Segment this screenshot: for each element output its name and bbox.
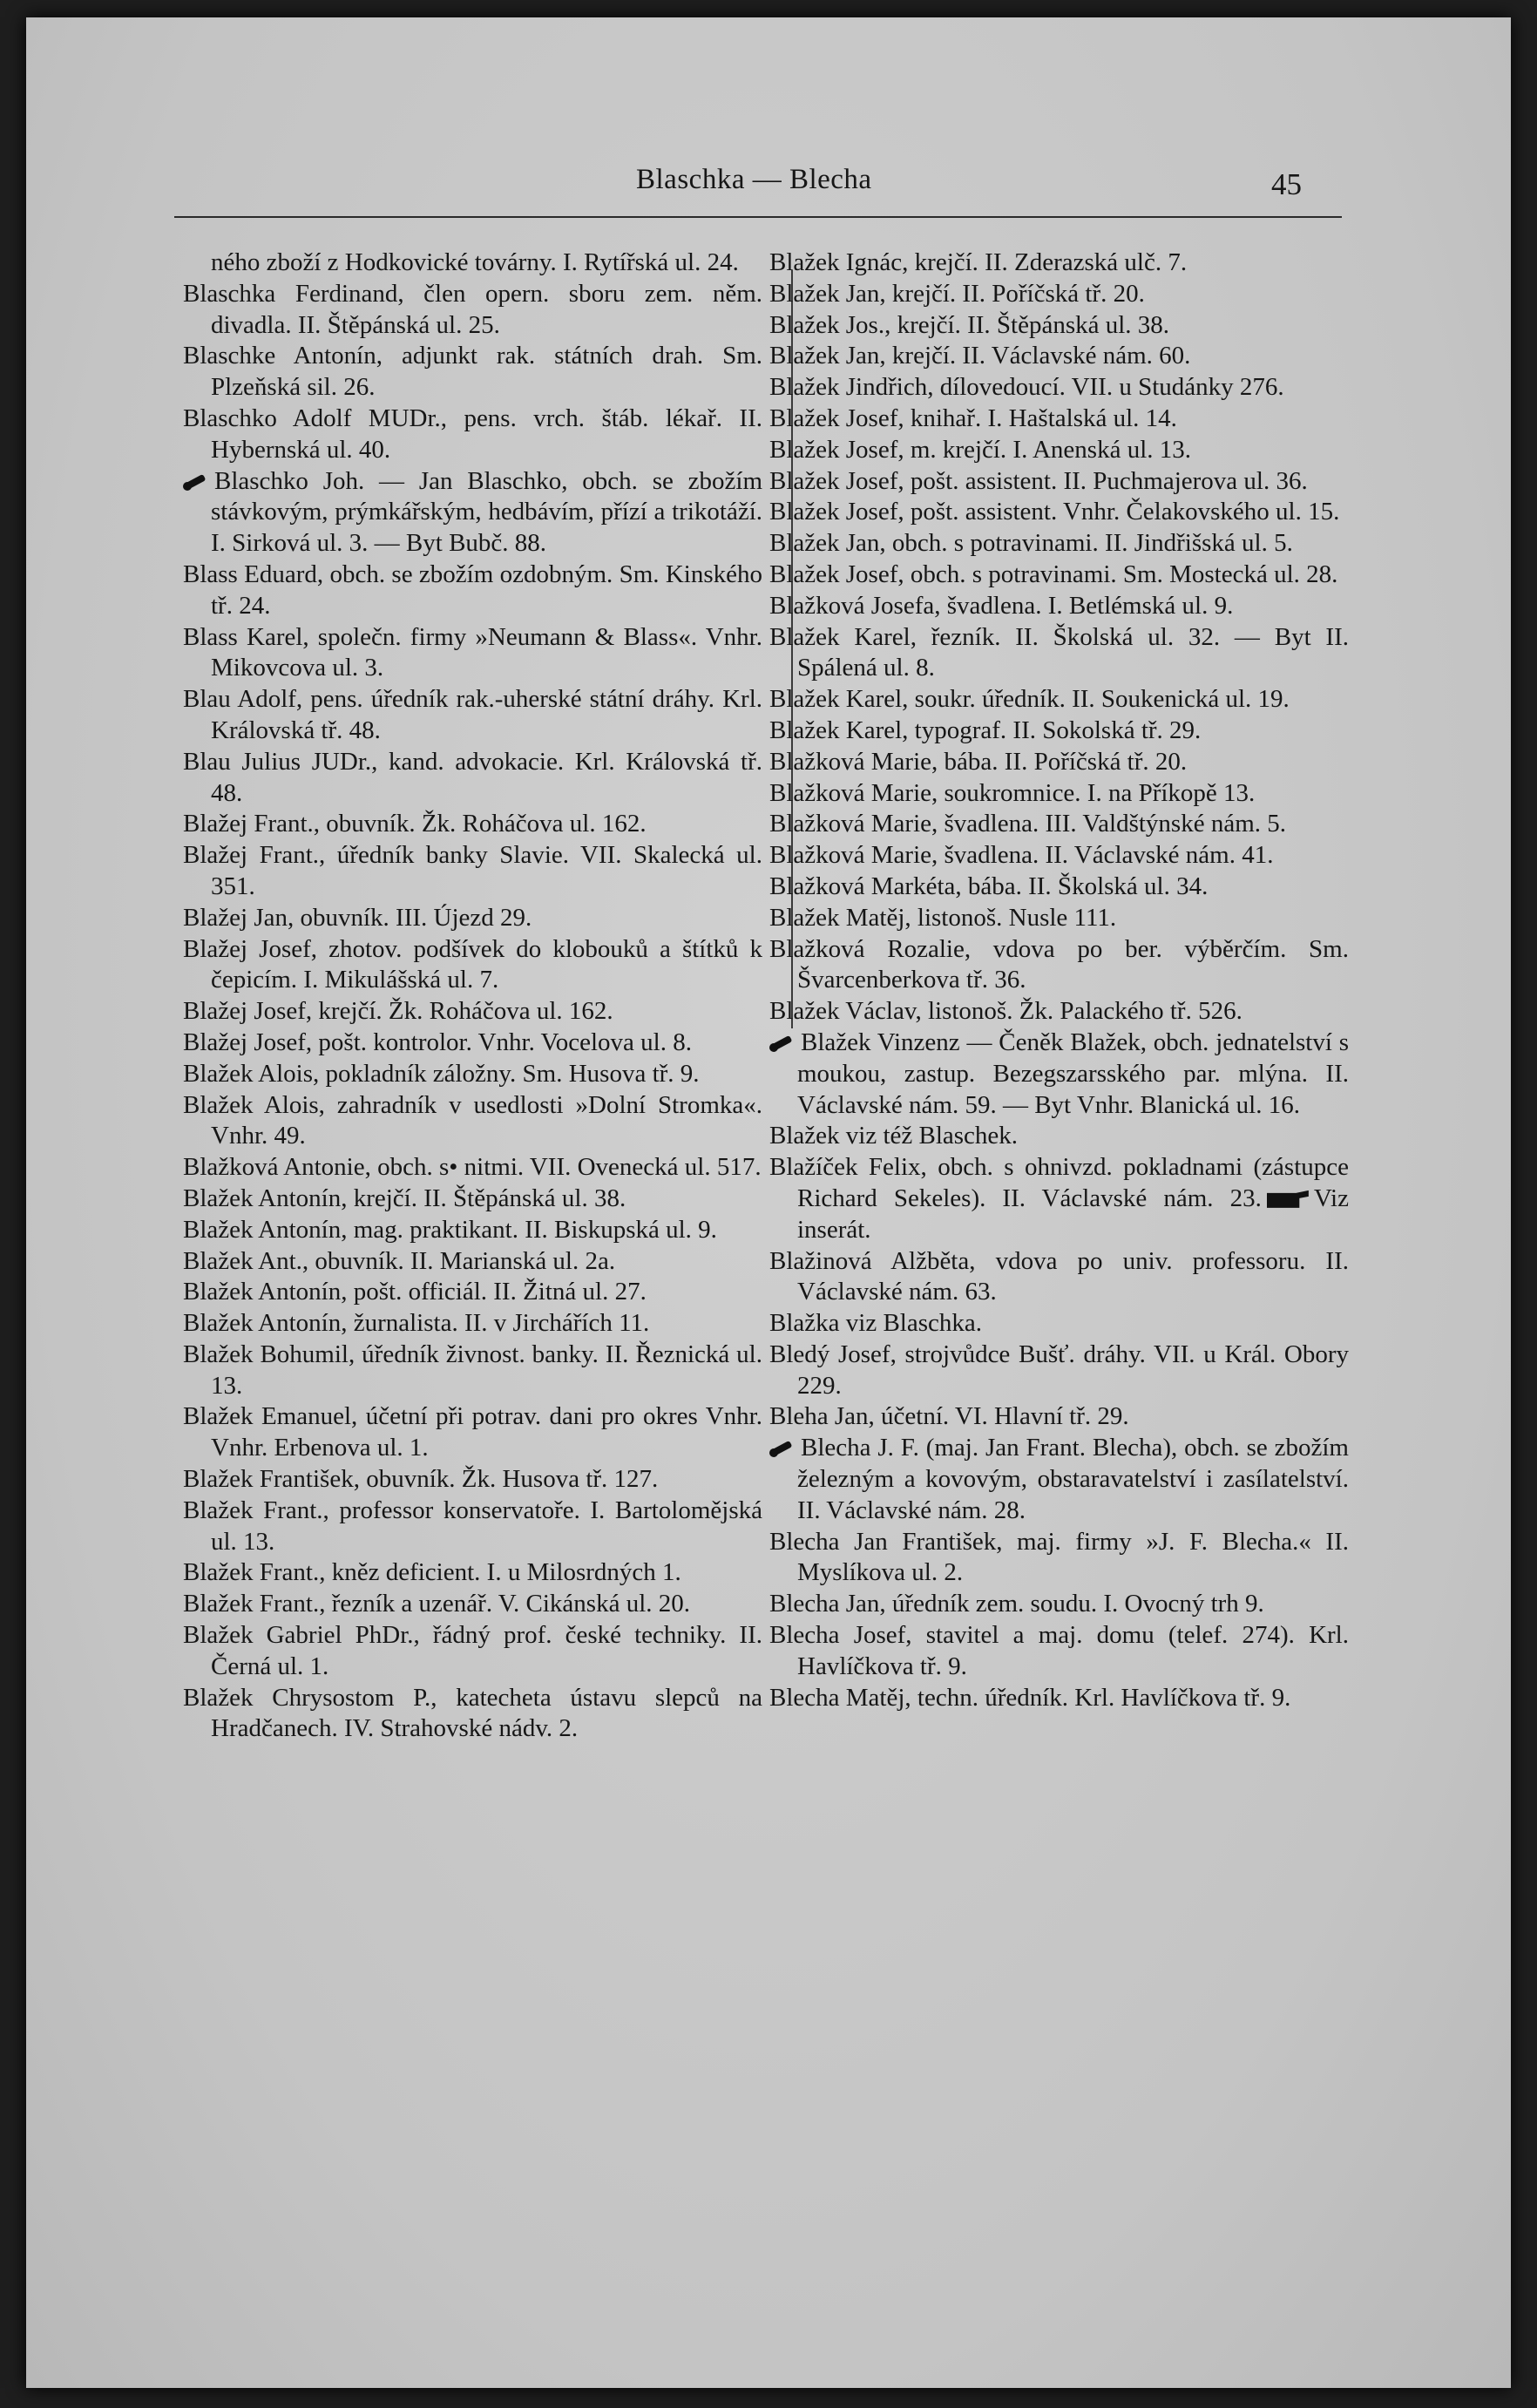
pointing-hand-icon [183, 471, 209, 491]
directory-entry [183, 1401, 762, 1464]
entry-text: Blass Eduard, obch. se zbožím ozdobným. Sm. Kinského tř. 24. [183, 560, 762, 620]
pointing-hand-icon [769, 1438, 796, 1457]
directory-entry [183, 809, 762, 840]
entry-text: Blažek Jos., krejčí. II. Štěpánská ul. 38. [769, 310, 1170, 339]
entry-text: Blass Karel, společn. firmy »Neumann & Blass«. Vnhr. Mikovcova ul. 3. [183, 622, 762, 682]
directory-entry [183, 1184, 762, 1215]
directory-entry [183, 1464, 762, 1496]
entry-text: Blažek Gabriel PhDr., řádný prof. české techniky. II. Černá ul. 1. [183, 1621, 762, 1680]
entry-text: Blažek Bohumil, úředník živnost. banky. II. Řeznická ul. 13. [183, 1340, 762, 1400]
entry-text: Blažek Josef, pošt. assistent. Vnhr. Čelakovského ul. 15. [769, 498, 1340, 526]
entry-text: Blažek Antonín, pošt. officiál. II. Žitná ul. 27. [183, 1278, 647, 1306]
directory-entry [769, 1246, 1349, 1309]
page-number: 45 [1271, 167, 1302, 201]
entry-text: Blažek viz též Blaschek. [769, 1122, 1019, 1150]
entry-text: Blaschko Joh. — Jan Blaschko, obch. se zbožím stávkovým, prýmkářským, hedbávím, přízí a trikotáží. I. Sirková ul. 3. — Byt Bubč. 88. [211, 466, 762, 558]
directory-entry [769, 435, 1349, 466]
entry-text: Blažek Josef, pošt. assistent. II. Puchmajerova ul. 36. [769, 466, 1308, 495]
pointing-hand-icon [769, 1033, 796, 1052]
entry-text: Blažková Marie, švadlena. II. Václavské nám. 41. [769, 841, 1274, 870]
entry-reference: Viz inserát. [797, 1184, 1349, 1244]
entry-text: Blecha Jan František, maj. firmy »J. F. Blecha.« II. Myslíkova ul. 2. [769, 1527, 1349, 1587]
entry-text: ného zboží z Hodkovické továrny. I. Rytířská ul. 24. [211, 248, 739, 276]
directory-entry [183, 1028, 762, 1059]
directory-entry [183, 1152, 762, 1184]
entry-text: Blažek Jan, krejčí. II. Václavské nám. 60. [769, 342, 1191, 370]
entry-text: Blažková Antonie, obch. s• nitmi. VII. Ovenecká ul. 517. [183, 1153, 762, 1182]
directory-entry [183, 934, 762, 997]
directory-entry [769, 248, 1349, 279]
entry-text: Blažek Matěj, listonoš. Nusle 111. [769, 903, 1117, 932]
header-rule [174, 216, 1342, 218]
directory-entry [769, 934, 1349, 997]
directory-entry [183, 1557, 762, 1589]
directory-entry [769, 903, 1349, 934]
directory-entry [769, 684, 1349, 716]
directory-entry [183, 996, 762, 1028]
left-column [183, 248, 762, 1745]
entry-text: Blažek Jan, obch. s potravinami. II. Jindřišská ul. 5. [769, 529, 1293, 558]
manicule-icon [1267, 1190, 1309, 1208]
directory-entry [769, 528, 1349, 560]
entry-text: Blažej Jan, obuvník. III. Újezd 29. [183, 903, 532, 932]
entry-text: Blaschka Ferdinand, člen opern. sboru zem. něm. divadla. II. Štěpánská ul. 25. [183, 279, 762, 339]
directory-entry [183, 1620, 762, 1683]
entry-text: Blažej Josef, pošt. kontrolor. Vnhr. Vocelova ul. 8. [183, 1028, 692, 1056]
entry-text: Blau Adolf, pens. úředník rak.-uherské státní dráhy. Krl. Královská tř. 48. [183, 685, 762, 744]
directory-entry [769, 747, 1349, 778]
entry-text: Blažek Václav, listonoš. Žk. Palackého tř. 526. [769, 997, 1242, 1026]
directory-entry [769, 404, 1349, 435]
entry-text: Blažej Josef, zhotov. podšívek do klobouků a štítků k čepicím. I. Mikulášská ul. 7. [183, 934, 762, 994]
running-head: Blaschka — Blecha [636, 164, 872, 195]
entry-text: Blaschko Adolf MUDr., pens. vrch. štáb. lékař. II. Hybernská ul. 40. [183, 404, 762, 464]
directory-entry [183, 1496, 762, 1558]
entry-text: Blažej Josef, krejčí. Žk. Roháčova ul. 162. [183, 997, 613, 1026]
entry-text: Blažková Marie, bába. II. Poříčská tř. 20. [769, 747, 1188, 776]
directory-entry [769, 1340, 1349, 1402]
directory-entry [183, 1246, 762, 1278]
entry-text: Blažek Jindřich, dílovedoucí. VII. u Studánky 276. [769, 373, 1284, 402]
entry-text: Blecha Josef, stavitel a maj. domu (telef. 274). Krl. Havlíčkova tř. 9. [769, 1621, 1349, 1680]
entry-text: Blažek Karel, typograf. II. Sokolská tř. 29. [769, 716, 1202, 744]
entry-text: Blažek Emanuel, účetní při potrav. dani pro okres Vnhr. Vnhr. Erbenova ul. 1. [183, 1402, 762, 1462]
directory-entry [769, 809, 1349, 840]
directory-entry [769, 591, 1349, 622]
entry-text: Blažková Josefa, švadlena. I. Betlémská ul. 9. [769, 591, 1234, 620]
directory-entry [769, 310, 1349, 342]
directory-entry [769, 778, 1349, 810]
directory-entry [769, 1401, 1349, 1433]
directory-entry [769, 716, 1349, 747]
directory-entry [769, 1121, 1349, 1152]
entry-text: Blažek Chrysostom P., katecheta ústavu slepců na Hradčanech. IV. Strahovské nádv. 2. [183, 1683, 762, 1743]
directory-entry [769, 497, 1349, 528]
directory-entry [183, 1308, 762, 1340]
entry-text: Bleha Jan, účetní. VI. Hlavní tř. 29. [769, 1402, 1129, 1431]
directory-entry [183, 1683, 762, 1746]
directory-entry [769, 872, 1349, 903]
entry-text: Blažek Ignác, krejčí. II. Zderazská ulč. 7. [769, 248, 1188, 276]
directory-entry [183, 466, 762, 560]
directory-entry [769, 1589, 1349, 1620]
entry-text: Blažek Antonín, krejčí. II. Štěpánská ul. 38. [183, 1184, 626, 1212]
entry-text: Blažek Karel, řezník. II. Školská ul. 32. — Byt II. Spálená ul. 8. [769, 622, 1349, 682]
entry-text: Blažek Antonín, mag. praktikant. II. Biskupská ul. 9. [183, 1215, 717, 1244]
directory-entry [769, 1527, 1349, 1590]
directory-entry [769, 996, 1349, 1028]
entry-text: Blažek Josef, knihař. I. Haštalská ul. 14. [769, 404, 1177, 432]
directory-entry [183, 622, 762, 685]
entry-text: Blecha Matěj, techn. úředník. Krl. Havlíčkova tř. 9. [769, 1683, 1291, 1712]
directory-entry [183, 1090, 762, 1153]
directory-entry [183, 903, 762, 934]
directory-entry [769, 1620, 1349, 1683]
directory-entry [183, 1277, 762, 1308]
entry-text: Blau Julius JUDr., kand. advokacie. Krl. Královská tř. 48. [183, 747, 762, 807]
entry-text: Blažková Rozalie, vdova po ber. výběrčím. Sm. Švarcenberkova tř. 36. [769, 934, 1349, 994]
directory-entry [769, 341, 1349, 372]
entry-text: Blažek Alois, zahradník v usedlosti »Dolní Stromka«. Vnhr. 49. [183, 1090, 762, 1150]
entry-text: Blažek Ant., obuvník. II. Marianská ul. 2a. [183, 1246, 616, 1275]
entry-text: Blažek Vinzenz — Čeněk Blažek, obch. jednatelství s moukou, zastup. Bezegszarsského par. mlýna. II. Václavské nám. 59. — Byt Vnhr. Blanická ul. 16. [797, 1028, 1349, 1119]
directory-entry [183, 747, 762, 810]
entry-text: Blažek Josef, m. krejčí. I. Anenská ul. 13. [769, 435, 1192, 464]
directory-entry [183, 279, 762, 342]
entry-text: Blažková Markéta, bába. II. Školská ul. 34. [769, 872, 1209, 900]
entry-text: Blažek Frant., řezník a uzenář. V. Cikánská ul. 20. [183, 1590, 690, 1618]
directory-entry [183, 404, 762, 466]
directory-entry [183, 1059, 762, 1090]
directory-entry [769, 1308, 1349, 1340]
entry-text: Blecha J. F. (maj. Jan Frant. Blecha), obch. se zbožím železným a kovovým, obstaravatelství i zasílatelství. II. Václavské nám. 28. [797, 1434, 1349, 1524]
directory-entry [769, 1152, 1349, 1245]
directory-entry [183, 1340, 762, 1402]
entry-text: Blažej Frant., obuvník. Žk. Roháčova ul. 162. [183, 810, 647, 838]
directory-entry [769, 1433, 1349, 1526]
directory-entry [769, 372, 1349, 404]
directory-entry [183, 1215, 762, 1246]
directory-entry [183, 248, 762, 279]
directory-entry [183, 684, 762, 747]
directory-entry [183, 1589, 762, 1620]
entry-text: Blažek Antonín, žurnalista. II. v Jirchářích 11. [183, 1309, 650, 1338]
entry-text: Blaschke Antonín, adjunkt rak. státních drah. Sm. Plzeňská sil. 26. [183, 342, 762, 402]
directory-entry [183, 560, 762, 622]
entry-text: Blažej Frant., úředník banky Slavie. VII. Skalecká ul. 351. [183, 841, 762, 900]
entry-text: Blažek Karel, soukr. úředník. II. Soukenická ul. 19. [769, 685, 1290, 714]
entry-text: Blecha Jan, úředník zem. soudu. I. Ovocný trh 9. [769, 1590, 1264, 1618]
directory-entry [183, 840, 762, 903]
entry-text: Blažek Frant., kněz deficient. I. u Milosrdných 1. [183, 1558, 681, 1587]
entry-text: Blažek Jan, krejčí. II. Poříčská tř. 20. [769, 279, 1145, 308]
directory-entry [769, 279, 1349, 310]
entry-text: Blažek František, obuvník. Žk. Husova tř. 127. [183, 1465, 659, 1494]
directory-page [26, 17, 1511, 2388]
directory-entry [769, 466, 1349, 498]
entry-text: Blažková Marie, švadlena. III. Valdštýnské nám. 5. [769, 810, 1286, 838]
entry-text: Blažíček Felix, obch. s ohnivzd. pokladnami (zástupce Richard Sekeles). II. Václavské nám. 23. [769, 1153, 1349, 1212]
directory-entry [769, 1028, 1349, 1121]
entry-text: Blažek Josef, obch. s potravinami. Sm. Mostecká ul. 28. [769, 560, 1338, 588]
entry-text: Blažinová Alžběta, vdova po univ. professoru. II. Václavské nám. 63. [769, 1246, 1349, 1306]
directory-entry [769, 840, 1349, 872]
right-column [769, 248, 1349, 1713]
directory-entry [769, 622, 1349, 685]
directory-entry [183, 341, 762, 404]
entry-text: Blažek Frant., professor konservatoře. I. Bartolomějská ul. 13. [183, 1496, 762, 1556]
entry-text: Blažková Marie, soukromnice. I. na Příkopě 13. [769, 778, 1256, 807]
entry-text: Blažek Alois, pokladník záložny. Sm. Husova tř. 9. [183, 1059, 700, 1088]
entry-text: Blažka viz Blaschka. [769, 1309, 982, 1338]
directory-entry [769, 1683, 1349, 1714]
entry-text: Bledý Josef, strojvůdce Bušť. dráhy. VII. u Král. Obory 229. [769, 1340, 1349, 1400]
directory-entry [769, 560, 1349, 591]
